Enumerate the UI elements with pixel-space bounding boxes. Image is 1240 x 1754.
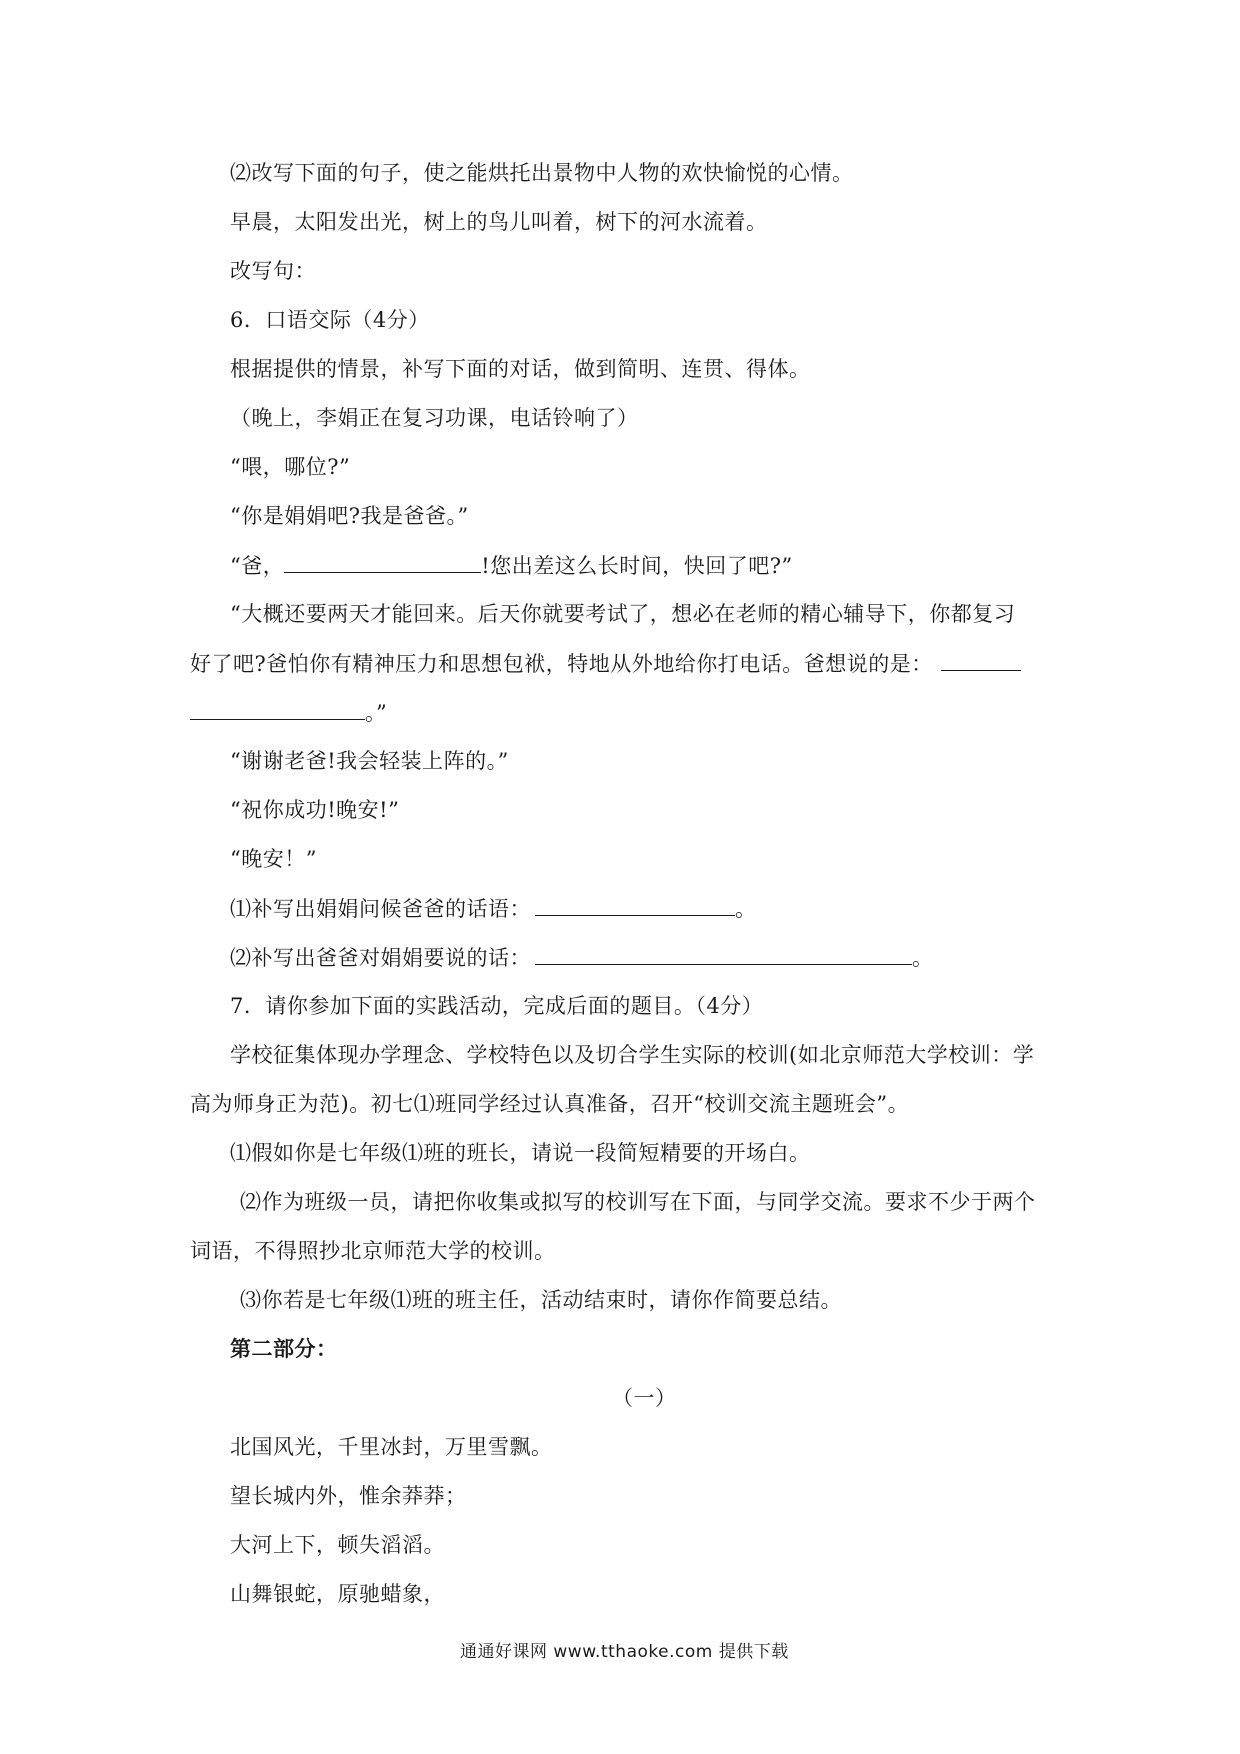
question-7-2: ⑵作为班级一员，请把你收集或拟写的校训写在下面，与同学交流。要求不少于两个 [240,1190,1036,1214]
dialogue-line: “晚安！” [230,847,317,871]
poem-line: 大河上下，顿失滔滔。 [230,1533,445,1557]
dialogue-line: “喂，哪位?” [230,455,351,479]
dialogue-text: !您出差这么长时间，快回了吧?” [481,554,793,578]
dialogue-line: “你是娟娟吧?我是爸爸。” [230,504,469,528]
question-7-intro: 学校征集体现办学理念、学校特色以及切合学生实际的校训(如北京师范大学校训：学 [230,1043,1035,1067]
poem-line: 北国风光，千里冰封，万里雪飘。 [230,1435,553,1459]
question-7-3: ⑶你若是七年级⑴班的班主任，活动结束时，请你作简要总结。 [240,1288,842,1312]
question-6-instructions: 根据提供的情景，补写下面的对话，做到简明、连贯、得体。 [230,357,811,381]
dialogue-paragraph-end [190,697,387,728]
question-6-1 [230,893,757,924]
part-two-heading: 第二部分： [230,1336,338,1361]
question-7-heading: 7．请你参加下面的实践活动，完成后面的题目。（4分） [230,994,764,1018]
question-5-2-prompt: ⑵改写下面的句子，使之能烘托出景物中人物的欢快愉悦的心情。 [230,161,854,185]
answer-blank[interactable] [941,648,1021,671]
question-6-2 [230,942,934,973]
dialogue-line: “谢谢老爸!我会轻装上阵的。” [230,749,509,773]
answer-blank[interactable] [284,550,481,573]
dialogue-line: “祝你成功!晚安!” [230,798,400,822]
dialogue-text: “爸， [230,554,285,578]
original-sentence: 早晨，太阳发出光，树上的鸟儿叫着，树下的河水流着。 [230,210,768,234]
question-text: 。 [912,946,934,970]
answer-blank[interactable] [535,893,735,916]
question-7-1: ⑴假如你是七年级⑴班的班长，请说一段简短精要的开场白。 [230,1141,811,1165]
section-one-heading: （一） [612,1386,677,1410]
question-text: ⑴补写出娟娟问候爸爸的话语： [230,897,531,921]
dialogue-text: 好了吧?爸怕你有精神压力和思想包袱，特地从外地给你打电话。爸想说的是： [190,652,933,676]
page-footer: 通通好课网 www.tthaoke.com 提供下载 [460,1642,789,1662]
question-6-heading: 6．口语交际（4分） [230,308,430,332]
rewrite-label: 改写句： [230,259,316,283]
question-7-intro-continued: 高为师身正为范)。初七⑴班同学经过认真准备，召开“校训交流主题班会”。 [190,1092,910,1116]
question-text: ⑵补写出爸爸对娟娟要说的话： [230,946,531,970]
answer-blank[interactable] [535,942,912,965]
question-7-2-continued: 词语，不得照抄北京师范大学的校训。 [190,1239,556,1263]
dialogue-text: 。” [365,701,388,725]
question-text: 。 [735,897,757,921]
scene-description: （晚上，李娟正在复习功课，电话铃响了） [230,406,639,430]
dialogue-paragraph: “大概还要两天才能回来。后天你就要考试了，想必在老师的精心辅导下，你都复习 [230,602,1016,626]
answer-blank[interactable] [190,697,365,720]
poem-line: 望长城内外，惟余莽莽； [230,1484,467,1508]
dialogue-paragraph-continued [190,648,1021,679]
poem-line: 山舞银蛇，原驰蜡象， [230,1582,445,1606]
dialogue-line-with-blank [230,550,793,581]
